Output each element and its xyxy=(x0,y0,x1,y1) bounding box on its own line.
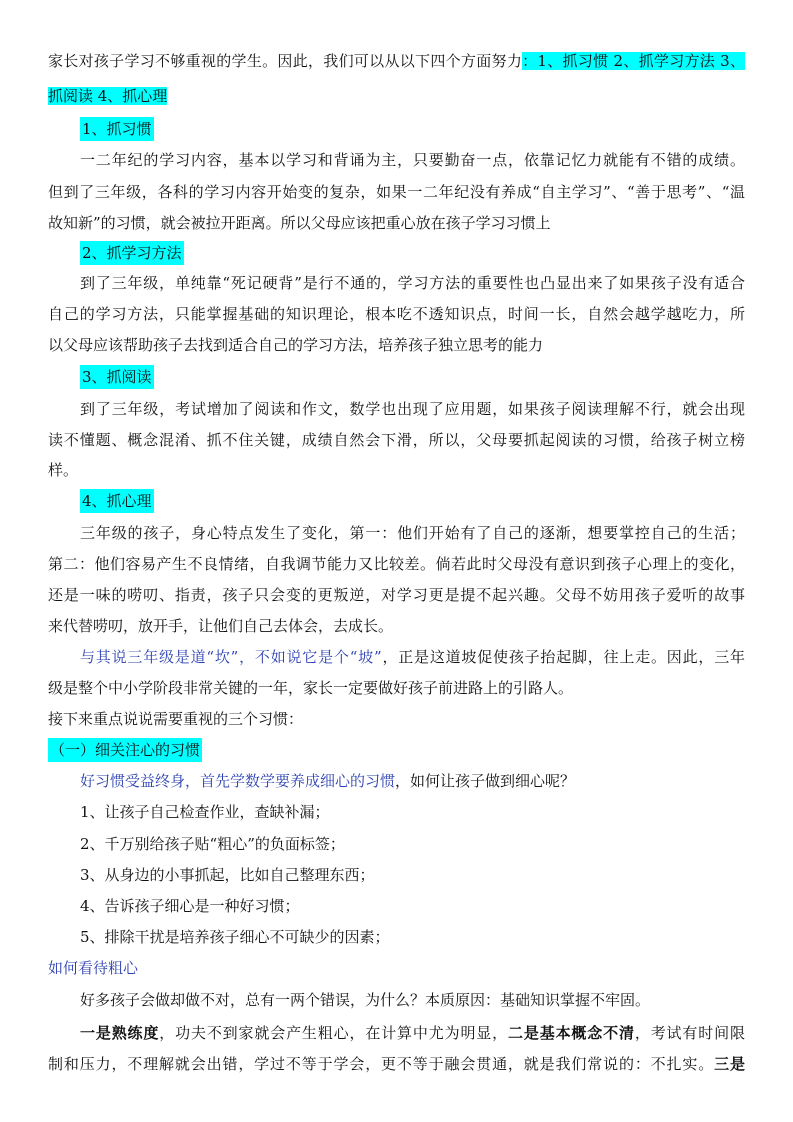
highlight-text: 抓阅读 4、抓心理 xyxy=(48,87,168,105)
paragraph-line: 故知新”的习惯，就会被拉开距离。所以父母应该把重心放在孩子学习习惯上 xyxy=(48,214,551,232)
paragraph-line: 好多孩子会做却做不对，总有一两个错误，为什么？本质原因：基础知识掌握不牢固。 xyxy=(80,991,651,1009)
paragraph-line xyxy=(48,81,745,111)
section-heading-1: 1、抓习惯 xyxy=(80,114,745,144)
highlight-text: ：1、抓习惯 2、抓学习方法 3、 xyxy=(522,52,745,70)
list-item: 4、告诉孩子细心是一种好习惯； xyxy=(80,897,300,915)
paragraph-line: 读不懂题、概念混淆、抓不住关键，成绩自然会下滑，所以，父母要抓起阅读的习惯，给孩子树立榜 xyxy=(48,431,745,449)
blue-heading: 如何看待粗心 xyxy=(48,959,139,977)
paragraph-line: 以父母应该帮助孩子去找到适合自己的学习方法，培养孩子独立思考的能力 xyxy=(48,336,544,354)
paragraph-line: 与其说三年级是道“坎”，不如说它是个“坡”，正是这道坡促使孩子抬起脚，往上走。因此，三年 xyxy=(80,648,745,666)
paragraph-line: 到了三年级，考试增加了阅读和作文，数学也出现了应用题，如果孩子阅读理解不行，就会出现 xyxy=(80,400,745,418)
paragraph-line: 三年级的孩子，身心特点发生了变化，第一：他们开始有了自己的逐渐，想要掌控自己的生活； xyxy=(80,524,745,542)
paragraph-line: 第二：他们容易产生不良情绪，自我调节能力又比较差。倘若此时父母没有意识到孩子心理上的变化， xyxy=(48,555,745,573)
paragraph-line: 一是熟练度，功夫不到家就会产生粗心，在计算中尤为明显，二是基本概念不清，考试有时间限 xyxy=(80,1024,745,1042)
bold-text: 三是 xyxy=(714,1055,745,1073)
bold-text: 二是基本概念不清 xyxy=(508,1024,635,1042)
list-item: 2、千万别给孩子贴“粗心”的负面标签； xyxy=(80,835,345,853)
paragraph-line: 制和压力，不理解就会出错，学过不等于学会，更不等于融会贯通，就是我们常说的：不扎实。三是 xyxy=(48,1055,745,1073)
paragraph-line: 家长对孩子学习不够重视的学生。因此，我们可以从以下四个方面努力：1、抓习惯 2、抓学习方法 3、 xyxy=(48,52,745,70)
section-heading-2: 2、抓学习方法 xyxy=(80,238,745,268)
subsection-heading: （一）细关注心的习惯 xyxy=(48,735,745,765)
list-item: 1、让孩子自己检查作业，查缺补漏； xyxy=(80,803,330,821)
emphasis-text: 好习惯受益终身，首先学数学要养成细心的习惯 xyxy=(80,772,396,790)
paragraph-line: 来代替唠叨，放开手，让他们自己去体会，去成长。 xyxy=(48,617,394,635)
paragraph-line: 好习惯受益终身，首先学数学要养成细心的习惯，如何让孩子做到细心呢？ xyxy=(80,772,576,790)
section-heading-3: 3、抓阅读 xyxy=(80,362,745,392)
list-item: 5、排除干扰是培养孩子细心不可缺少的因素； xyxy=(80,928,390,946)
emphasis-text: 与其说三年级是道“坎”，不如说它是个“坡” xyxy=(80,648,382,666)
paragraph-line: 但到了三年级，各科的学习内容开始变的复杂，如果一二年纪没有养成“自主学习”、“善于思考”、“温 xyxy=(48,183,745,201)
paragraph-line: 一二年纪的学习内容，基本以学习和背诵为主，只要勤奋一点，依靠记忆力就能有不错的成绩。 xyxy=(80,151,745,169)
paragraph-line: 到了三年级，单纯靠“死记硬背”是行不通的，学习方法的重要性也凸显出来了如果孩子没有适合 xyxy=(80,274,745,292)
paragraph-line: 接下来重点说说需要重视的三个习惯： xyxy=(48,710,304,728)
list-item: 3、从身边的小事抓起，比如自己整理东西； xyxy=(80,866,375,884)
paragraph-line: 级是整个中小学阶段非常关键的一年，家长一定要做好孩子前进路上的引路人。 xyxy=(48,679,574,697)
paragraph-line: 还是一味的唠叨、指责，孩子只会变的更叛逆，对学习更是提不起兴趣。父母不妨用孩子爱听的故事 xyxy=(48,586,745,604)
section-heading-4: 4、抓心理 xyxy=(80,486,745,516)
paragraph-line: 样。 xyxy=(48,461,79,479)
paragraph-line: 自己的学习方法，只能掌握基础的知识理论，根本吃不透知识点，时间一长，自然会越学越吃力，所 xyxy=(48,305,745,323)
bold-text: 一是熟练度 xyxy=(80,1024,160,1042)
